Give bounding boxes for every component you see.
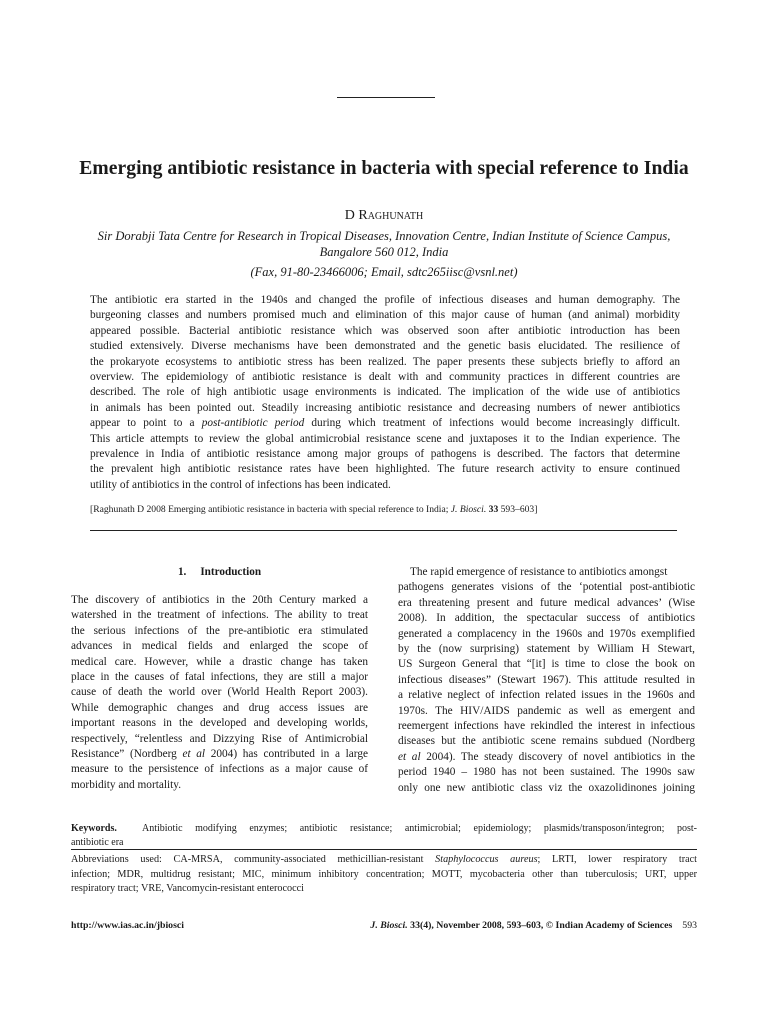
abstract-line: utility of antibiotics in the control of infections has been indicated. (90, 478, 391, 491)
body-text: 2004) has contributed in a large (205, 748, 369, 761)
keywords-label: Keywords. (71, 823, 117, 834)
body-column-left (71, 565, 368, 793)
citation-journal: J. Biosci. (450, 504, 487, 515)
article-title: Emerging antibiotic resistance in bacteria with special reference to India (79, 158, 689, 179)
abstract-line: prevalence in India of antibiotic resistance among major groups of pathogens is described. The factors that determine (90, 448, 680, 461)
abstract-emphasis: post-antibiotic period (201, 417, 305, 430)
body-line: respectively, “relentless and Dizzying Rise of Antimicrobial (71, 732, 368, 745)
footer-journal-details: 33(4), November 2008, 593–603, © Indian Academy of Sciences (407, 920, 673, 931)
section-number: 1. (177, 566, 187, 578)
section-divider (90, 530, 677, 531)
body-line: While demographic changes and drug access issues are (71, 701, 368, 714)
body-line: watershed in the treatment of infections. The ability to treat (71, 609, 368, 622)
abstract-line: studied extensively. Diverse mechanisms have been demonstrated and the genetic basis elucidated. The resilience of (90, 340, 680, 353)
body-line (71, 747, 368, 762)
body-line (398, 750, 695, 765)
body-line: The discovery of antibiotics in the 20th Century marked a (71, 594, 368, 606)
footer-journal-info (370, 920, 697, 931)
body-line: only one new antibiotic class viz the oxazolidinones joining (398, 781, 695, 794)
abstract-line: the prevalent high antibiotic resistance rates have been highlighted. The future research activity to ensure continued (90, 463, 680, 476)
abstract-line: described. The role of high antibiotic usage environments is indicated. The implication of the wide use of antibiotics (90, 386, 680, 399)
abbreviations (71, 853, 697, 897)
header-rule (337, 97, 435, 98)
body-line: pathogens generates visions of the ‘potential post-antibiotic (398, 581, 695, 594)
body-line: 1970s. The HIV/AIDS pandemic as well as emergent and (398, 704, 695, 717)
footer-journal-name: J. Biosci. (370, 920, 408, 931)
keywords (71, 822, 697, 850)
abstract-line: in animals has been pointed out. Steadily increasing antibiotic resistance and decreasing numbers of newer antibiotics (90, 401, 680, 414)
keywords-line: antibiotic era (71, 837, 124, 848)
citation-volume: 33 (488, 504, 499, 515)
abbreviations-line: infection; MDR, multidrug resistant; MIC, minimum inhibitory concentration; MOTT, mycobacteria other than tuberculosis; URT, upper (71, 868, 697, 880)
author-name (0, 208, 768, 224)
journal-url-link[interactable]: http://www.ias.ac.in/jbiosci (71, 920, 184, 931)
abstract-line: the prokaryote ecosystems to antibiotic stress has been realized. The paper presents these subjects briefly to afford an (90, 355, 680, 368)
abstract (90, 293, 680, 493)
body-line: generated a complacency in the 1960s and 1970s exemplified (398, 627, 695, 640)
body-line: reemergent infections have rekindled the interest in infectious (398, 720, 695, 733)
author-contact: (Fax, 91-80-23466006; Email, sdtc265iisc@vsnl.net) (250, 265, 518, 279)
body-line: era threatening present and future medical advances’ (Wise (398, 596, 695, 609)
body-text: Resistance” (Nordberg (71, 748, 183, 761)
body-line: measure to the persistence of infections as a major cause of (71, 763, 368, 776)
body-line: morbidity and mortality. (71, 778, 182, 791)
page-number: 593 (682, 920, 697, 931)
author-initial: D (344, 208, 359, 223)
abstract-line (90, 416, 680, 431)
abstract-line: appeared possible. Bacterial antibiotic resistance which was observed soon after antibiotic introduction has been (90, 324, 680, 337)
body-line: medical care. However, while a drastic change has taken (71, 655, 368, 668)
keywords-line (71, 822, 697, 836)
citation-text: [Raghunath D 2008 Emerging antibiotic resistance in bacteria with special reference to India; (90, 504, 451, 515)
author-surname: Raghunath (358, 208, 424, 223)
body-line: place in the causes of fatal infections, they are still a major (71, 671, 368, 684)
abstract-line: overview. The epidemiology of antibiotic resistance is dealt with and community practices in different countries are (90, 371, 680, 384)
body-line: 2008). In addition, the spectacular success of antibiotics (398, 612, 695, 625)
abstract-line: This article attempts to review the global antimicrobial resistance scene and juxtaposes it to the Indian experience. The (90, 432, 680, 445)
body-column-right (398, 565, 695, 796)
body-line: infectious diseases” (Stewart 1967). This attitude resulted in (398, 673, 695, 686)
keywords-text: Antibiotic modifying enzymes; antibiotic resistance; antimicrobial; epidemiology; plasmids/transposon/integron; post- (142, 823, 697, 834)
citation (90, 504, 537, 515)
body-line: The rapid emergence of resistance to antibiotics amongst (410, 566, 668, 578)
body-emphasis: et al (398, 750, 421, 763)
body-line: the serious infections of the pre-antibiotic era stimulated (71, 624, 368, 637)
body-emphasis: et al (182, 748, 206, 761)
abbreviations-text: ; LRTI, lower respiratory tract (537, 854, 697, 865)
body-line: cause of death the world over (World Health Report 2003). (71, 686, 368, 699)
body-line: diseases but the antibiotic scene remains subdued (Nordberg (398, 735, 695, 748)
abbreviations-emphasis: Staphylococcus aureus (435, 854, 538, 865)
author-affiliation (0, 228, 768, 260)
section-heading-introduction (71, 565, 368, 580)
abstract-line: burgeoning classes and numbers promised much and elimination of this major cause of human (and animal) morbidity (90, 309, 680, 322)
abstract-text: during which treatment of infections would become increasingly difficult. (304, 417, 680, 430)
section-title: Introduction (200, 566, 262, 578)
abbreviations-text: Abbreviations used: CA-MRSA, community-associated methicillian-resistant (71, 854, 436, 865)
citation-pages: 593–603] (498, 504, 538, 515)
abstract-text: appear to point to a (90, 417, 202, 430)
footnote-rule (71, 849, 697, 850)
body-line: advances in medical fields and enlarged the scope of (71, 640, 368, 653)
body-text: 2004). The steady discovery of novel antibiotics in the (420, 750, 696, 763)
body-line: important reasons in the developed and developing worlds, (71, 717, 368, 730)
affiliation-line: Bangalore 560 012, India (319, 245, 449, 259)
affiliation-line: Sir Dorabji Tata Centre for Research in Tropical Diseases, Innovation Centre, Indian Institute of Science Campus, (97, 229, 671, 243)
body-line: period 1940 – 1980 has not been sustained. The 1990s saw (398, 766, 695, 779)
body-line: a relative neglect of infection related issues in the 1960s and (398, 689, 695, 702)
abbreviations-line (71, 853, 697, 868)
body-line: by the (now surprising) statement by William H Stewart, (398, 643, 695, 656)
abbreviations-line: respiratory tract; VRE, Vancomycin-resistant enterococci (71, 883, 305, 895)
body-line: US Surgeon General that “[it] is time to close the book on (398, 658, 695, 671)
abstract-line: The antibiotic era started in the 1940s and changed the profile of infectious diseases and human demography. The (90, 294, 680, 306)
